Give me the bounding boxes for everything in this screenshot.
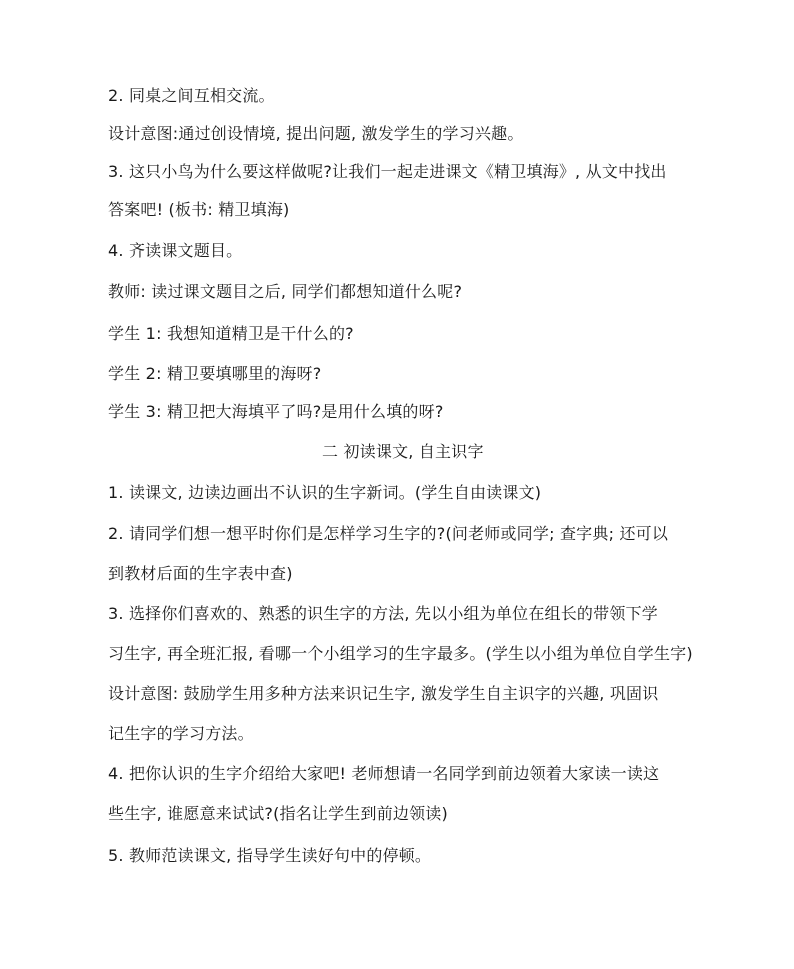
paragraph-design-intent-2-line-1: 设计意图: 鼓励学生用多种方法来识记生字, 激发学生自主识字的兴趣, 巩固识 bbox=[108, 684, 659, 703]
paragraph-learn-method-line-1: 2. 请同学们想一想平时你们是怎样学习生字的?(问老师或同学; 查字典; 还可以 bbox=[108, 524, 669, 543]
paragraph-model-reading: 5. 教师范读课文, 指导学生读好句中的停顿。 bbox=[108, 846, 432, 865]
paragraph-design-intent-1: 设计意图:通过创设情境, 提出问题, 激发学生的学习兴趣。 bbox=[108, 124, 524, 143]
paragraph-teacher-question: 教师: 读过课文题目之后, 同学们都想知道什么呢? bbox=[108, 282, 463, 301]
paragraph-step-2-exchange: 2. 同桌之间互相交流。 bbox=[108, 86, 275, 105]
paragraph-step-3-line-2: 答案吧! (板书: 精卫填海) bbox=[108, 200, 290, 219]
paragraph-introduce-words-line-1: 4. 把你认识的生字介绍给大家吧! 老师想请一名同学到前边领着大家读一读这 bbox=[108, 764, 660, 783]
paragraph-student-1: 学生 1: 我想知道精卫是干什么的? bbox=[108, 324, 354, 343]
paragraph-read-text: 1. 读课文, 边读边画出不认识的生字新词。(学生自由读课文) bbox=[108, 483, 542, 502]
section-heading-2: 二 初读课文, 自主识字 bbox=[322, 442, 484, 461]
paragraph-design-intent-2-line-2: 记生字的学习方法。 bbox=[108, 724, 254, 743]
paragraph-student-3: 学生 3: 精卫把大海填平了吗?是用什么填的呀? bbox=[108, 402, 444, 421]
paragraph-learn-method-line-2: 到教材后面的生字表中查) bbox=[108, 564, 293, 583]
paragraph-group-study-line-2: 习生字, 再全班汇报, 看哪一个小组学习的生字最多。(学生以小组为单位自学生字) bbox=[108, 644, 693, 663]
paragraph-introduce-words-line-2: 些生字, 谁愿意来试试?(指名让学生到前边领读) bbox=[108, 804, 448, 823]
paragraph-step-4: 4. 齐读课文题目。 bbox=[108, 241, 243, 260]
paragraph-student-2: 学生 2: 精卫要填哪里的海呀? bbox=[108, 364, 322, 383]
paragraph-step-3-line-1: 3. 这只小鸟为什么要这样做呢?让我们一起走进课文《精卫填海》, 从文中找出 bbox=[108, 162, 667, 181]
paragraph-group-study-line-1: 3. 选择你们喜欢的、熟悉的识生字的方法, 先以小组为单位在组长的带领下学 bbox=[108, 604, 658, 623]
